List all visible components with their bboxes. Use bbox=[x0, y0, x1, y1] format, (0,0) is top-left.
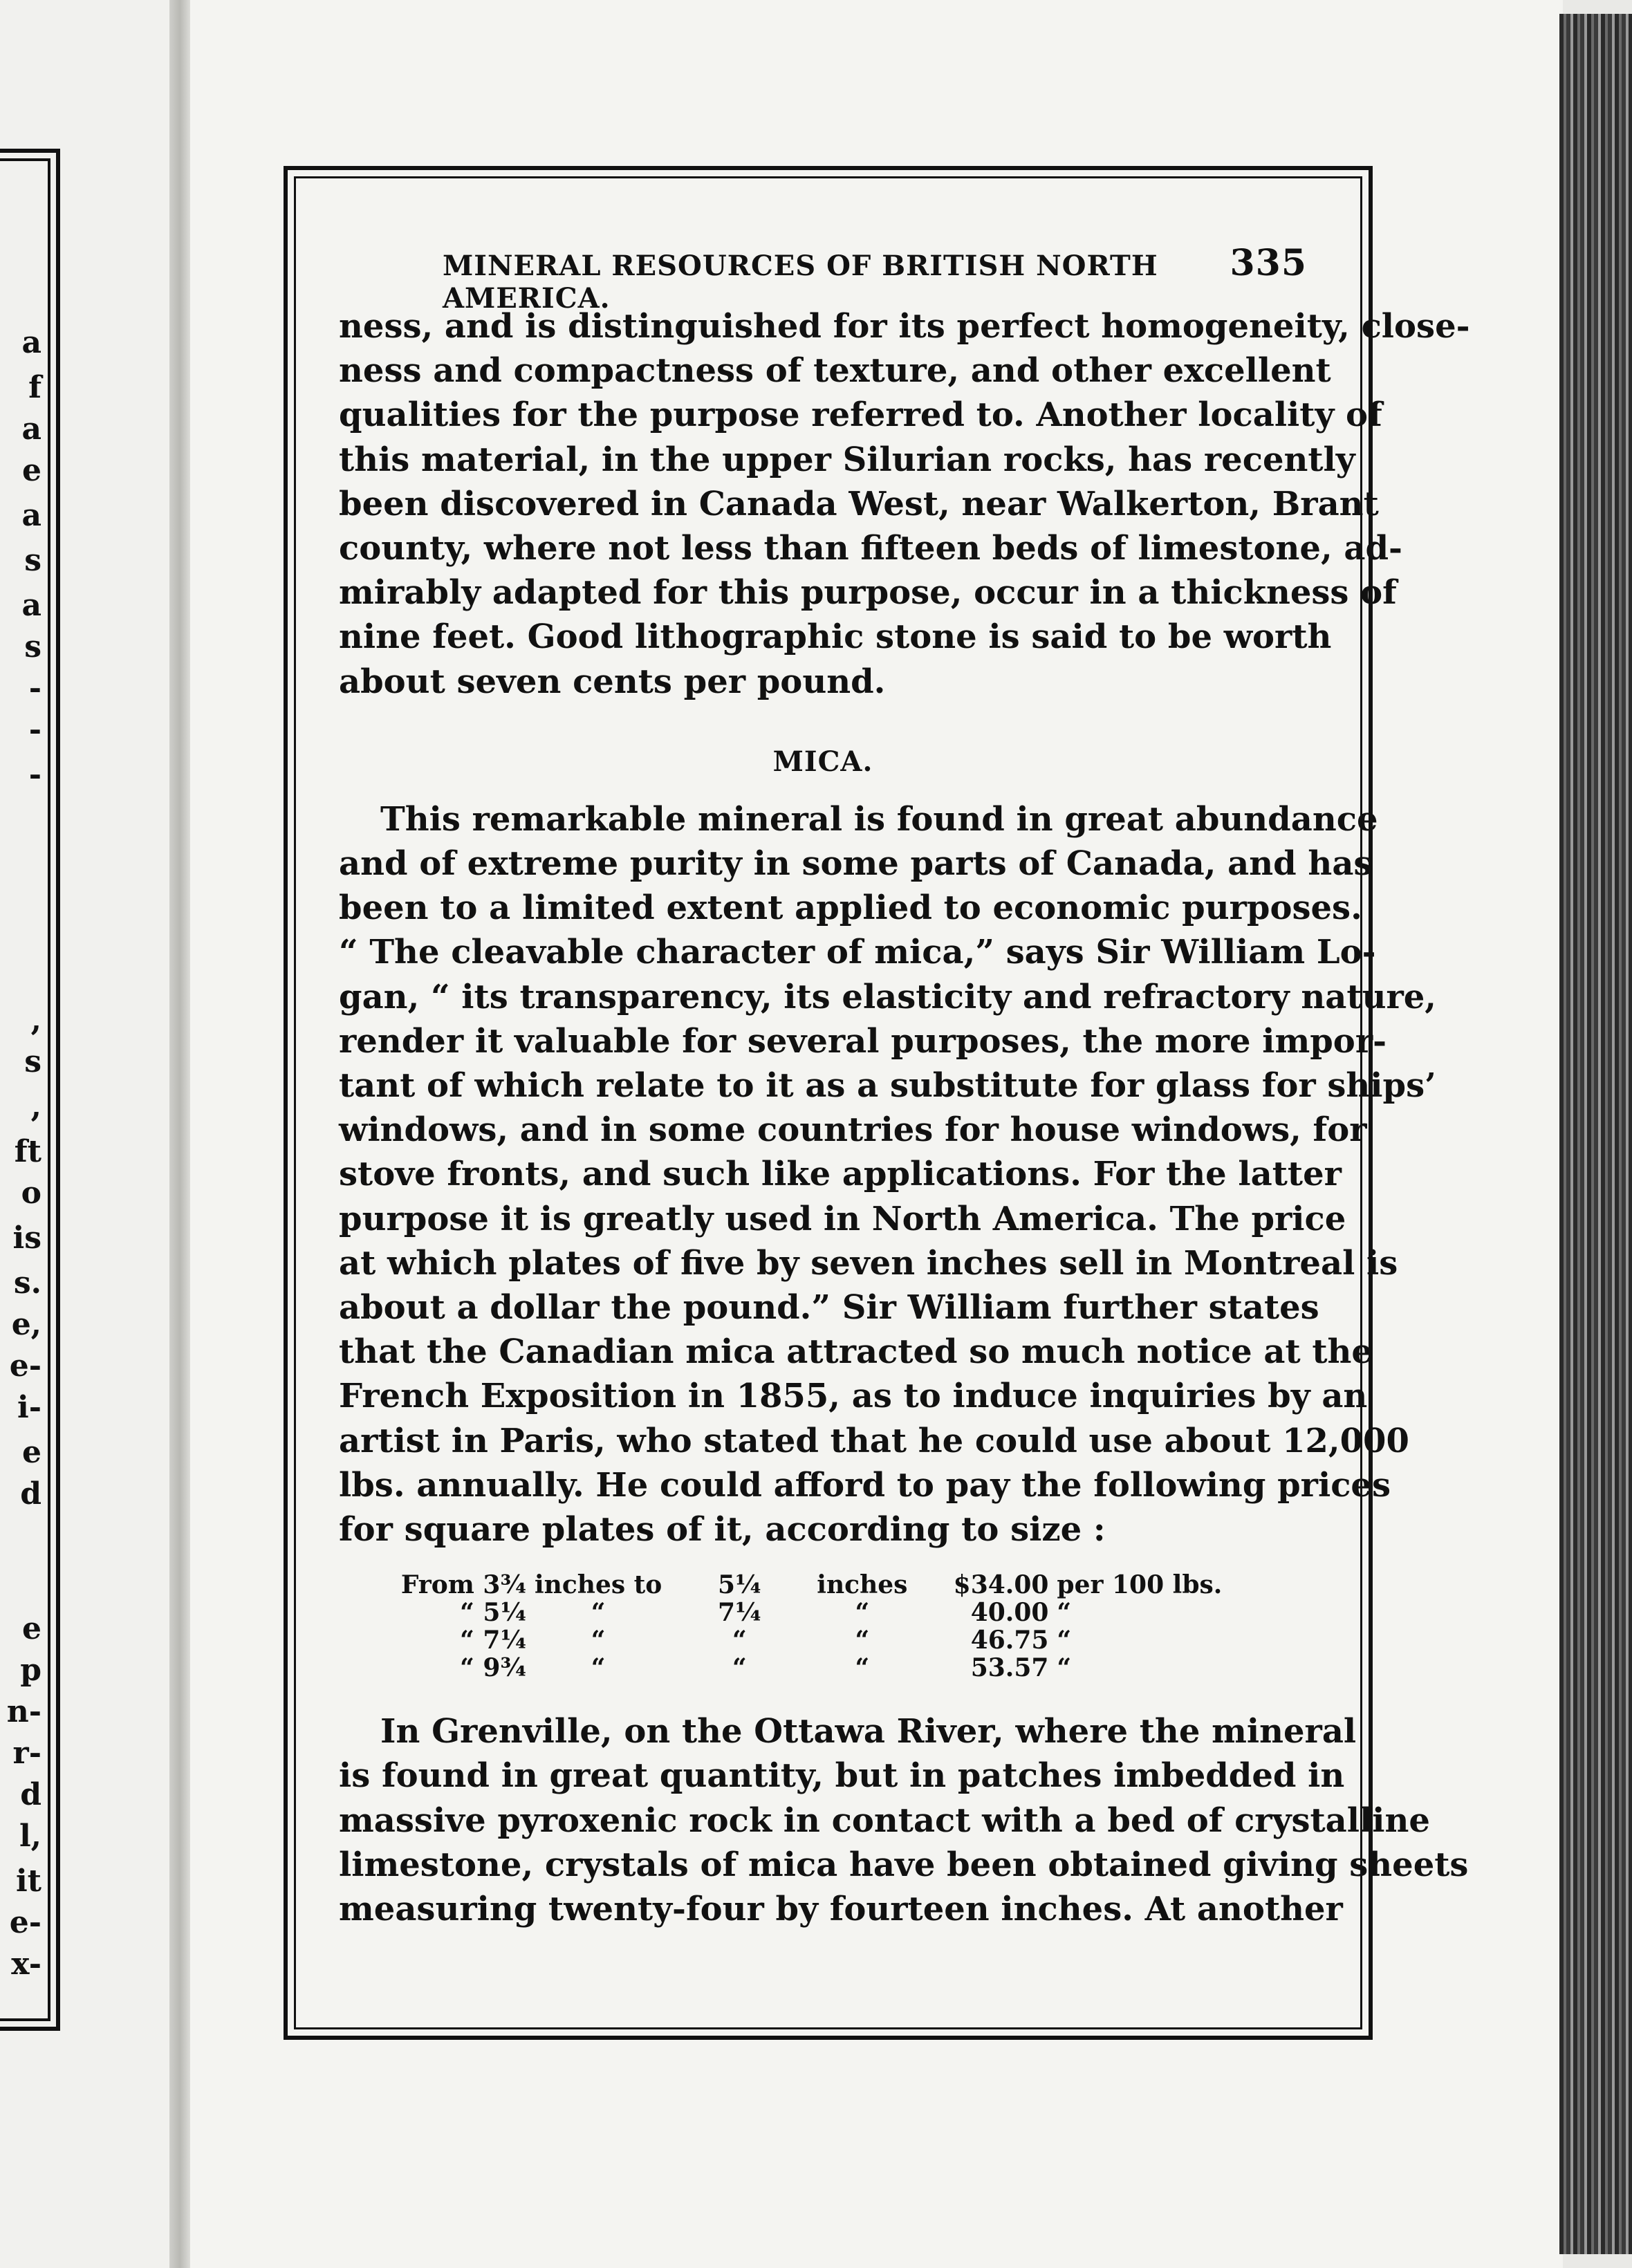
price-cell: “ bbox=[855, 1626, 870, 1655]
left-page-fragment: s bbox=[24, 543, 41, 578]
page-number: 335 bbox=[1230, 242, 1307, 284]
left-page-fragment: d bbox=[20, 1777, 41, 1812]
price-row bbox=[339, 1654, 1226, 1682]
text-line: tant of which relate to it as a substitute for glass for ships’ bbox=[339, 1066, 1436, 1106]
price-cell: “ bbox=[855, 1653, 870, 1683]
left-page-fragment: e- bbox=[9, 1905, 41, 1940]
running-head bbox=[339, 242, 1307, 315]
left-page-fragment: s bbox=[24, 1044, 41, 1079]
price-cell: inches bbox=[817, 1570, 908, 1600]
paragraph-lithographic-stone bbox=[339, 304, 1470, 704]
text-line: for square plates of it, according to size : bbox=[339, 1510, 1106, 1550]
price-cell: 46.75 bbox=[970, 1626, 1049, 1655]
text-line: “ The cleavable character of mica,” says Sir William Lo- bbox=[339, 933, 1376, 972]
left-page-fragment: e, bbox=[11, 1307, 41, 1342]
price-cell: 53.57 bbox=[970, 1653, 1049, 1683]
left-page bbox=[0, 0, 176, 2268]
text-line: In Grenville, on the Ottawa River, where the mineral bbox=[380, 1712, 1357, 1751]
price-cell: “ 9¾ bbox=[460, 1653, 526, 1683]
section-heading: MICA. bbox=[772, 745, 873, 778]
left-page-fragment: , bbox=[30, 1003, 41, 1038]
text-line: This remarkable mineral is found in great abundance bbox=[380, 799, 1378, 839]
price-cell: 40.00 bbox=[970, 1598, 1049, 1628]
left-page-fragment: - bbox=[28, 757, 41, 792]
left-page-fragment: , bbox=[30, 1089, 41, 1124]
text-line: French Exposition in 1855, as to induce inquiries by an bbox=[339, 1377, 1368, 1416]
left-page-fragment: s. bbox=[13, 1265, 41, 1301]
page-edge bbox=[1559, 14, 1632, 2254]
left-page-fragment: d bbox=[20, 1476, 41, 1512]
left-page-fragment: s bbox=[24, 629, 41, 664]
left-page-fragment: a bbox=[21, 588, 41, 623]
text-line: qualities for the purpose referred to. Another locality of bbox=[339, 396, 1382, 435]
price-cell: “ bbox=[591, 1626, 606, 1655]
price-table bbox=[339, 1571, 1226, 1682]
text-line: this material, in the upper Silurian rocks, has recently bbox=[339, 440, 1355, 479]
running-title: MINERAL RESOURCES OF BRITISH NORTH AMERICA. bbox=[443, 250, 1158, 315]
price-cell: “ bbox=[1057, 1598, 1072, 1628]
text-line: mirably adapted for this purpose, occur in a thickness of bbox=[339, 573, 1397, 613]
price-cell: 7¼ bbox=[717, 1598, 761, 1628]
text-line: artist in Paris, who stated that he could use about 12,000 bbox=[339, 1421, 1409, 1460]
price-cell bbox=[911, 1654, 934, 1682]
price-cell: “ bbox=[732, 1626, 747, 1655]
price-cell: “ bbox=[732, 1653, 747, 1683]
text-line: purpose it is greatly used in North America. The price bbox=[339, 1199, 1346, 1238]
left-page-fragment: - bbox=[28, 712, 41, 747]
paragraph-grenville bbox=[339, 1709, 1469, 1931]
left-page-fragment: i- bbox=[17, 1390, 41, 1425]
price-cell: “ 5¼ bbox=[460, 1598, 526, 1628]
text-line: stove fronts, and such like applications. For the latter bbox=[339, 1155, 1342, 1194]
price-row bbox=[339, 1626, 1226, 1654]
text-line: measuring twenty-four by fourteen inches. At another bbox=[339, 1890, 1343, 1929]
price-cell: inches to bbox=[535, 1570, 662, 1600]
left-page-fragment: n- bbox=[6, 1694, 41, 1729]
text-line: ness, and is distinguished for its perfect homogeneity, close- bbox=[339, 307, 1470, 346]
price-cell: $34.00 bbox=[953, 1570, 1049, 1600]
left-page-fragment: e bbox=[22, 453, 41, 488]
text-line: massive pyroxenic rock in contact with a bed of crystalline bbox=[339, 1801, 1430, 1840]
text-line: is found in great quantity, but in patches imbedded in bbox=[339, 1756, 1345, 1796]
text-line: ness and compactness of texture, and other excellent bbox=[339, 351, 1331, 391]
page-gutter bbox=[169, 0, 190, 2268]
text-line: lbs. annually. He could afford to pay the following prices bbox=[339, 1465, 1391, 1505]
price-cell: “ bbox=[1057, 1626, 1072, 1655]
left-page-fragment: is bbox=[12, 1220, 41, 1256]
price-cell: “ 7¼ bbox=[460, 1626, 526, 1655]
text-line: that the Canadian mica attracted so much notice at the bbox=[339, 1332, 1373, 1372]
price-cell: “ bbox=[1057, 1653, 1072, 1683]
left-page-fragment: a bbox=[21, 498, 41, 533]
price-row bbox=[339, 1571, 1226, 1599]
text-line: limestone, crystals of mica have been obtained giving sheets bbox=[339, 1845, 1469, 1884]
left-page-fragment: x- bbox=[11, 1946, 41, 1982]
text-line: windows, and in some countries for house windows, for bbox=[339, 1110, 1367, 1150]
text-line: and of extreme purity in some parts of Canada, and has bbox=[339, 844, 1373, 884]
price-cell: “ bbox=[855, 1598, 870, 1628]
text-line: been discovered in Canada West, near Walkerton, Brant bbox=[339, 484, 1379, 523]
left-page-fragment: e bbox=[22, 1435, 41, 1470]
left-page-fragment: e- bbox=[9, 1348, 41, 1384]
left-page-fragment: - bbox=[28, 671, 41, 706]
price-cell: “ bbox=[591, 1653, 606, 1683]
left-page-fragment: a bbox=[21, 325, 41, 360]
price-cell: per 100 lbs. bbox=[1057, 1570, 1223, 1600]
left-page-fragment: f bbox=[28, 370, 41, 405]
price-cell: “ bbox=[591, 1598, 606, 1628]
price-cell: 5¼ bbox=[717, 1570, 761, 1600]
price-cell bbox=[911, 1571, 934, 1599]
left-page-fragment: e bbox=[22, 1611, 41, 1646]
left-page-fragment: a bbox=[21, 411, 41, 447]
page-content bbox=[339, 242, 1470, 1931]
left-page-fragment: ft bbox=[14, 1134, 41, 1169]
text-line: about seven cents per pound. bbox=[339, 662, 886, 701]
text-line: render it valuable for several purposes, the more impor- bbox=[339, 1021, 1387, 1061]
left-page-fragment: o bbox=[21, 1175, 41, 1211]
text-line: county, where not less than fifteen beds of limestone, ad- bbox=[339, 529, 1402, 568]
price-cell: From 3¾ bbox=[400, 1570, 526, 1600]
left-page-fragment: r- bbox=[12, 1736, 41, 1771]
price-row bbox=[339, 1599, 1226, 1626]
paragraph-mica bbox=[339, 797, 1436, 1552]
text-line: been to a limited extent applied to economic purposes. bbox=[339, 889, 1362, 928]
text-line: gan, “ its transparency, its elasticity and refractory nature, bbox=[339, 977, 1436, 1016]
price-cell bbox=[911, 1599, 934, 1626]
text-line: about a dollar the pound.” Sir William further states bbox=[339, 1288, 1319, 1328]
left-page-fragment: l, bbox=[19, 1819, 41, 1854]
price-cell bbox=[911, 1626, 934, 1654]
left-page-fragment: it bbox=[15, 1863, 41, 1899]
text-line: at which plates of five by seven inches sell in Montreal is bbox=[339, 1243, 1398, 1283]
left-page-fragment: p bbox=[20, 1653, 41, 1688]
text-line: nine feet. Good lithographic stone is said to be worth bbox=[339, 617, 1332, 657]
